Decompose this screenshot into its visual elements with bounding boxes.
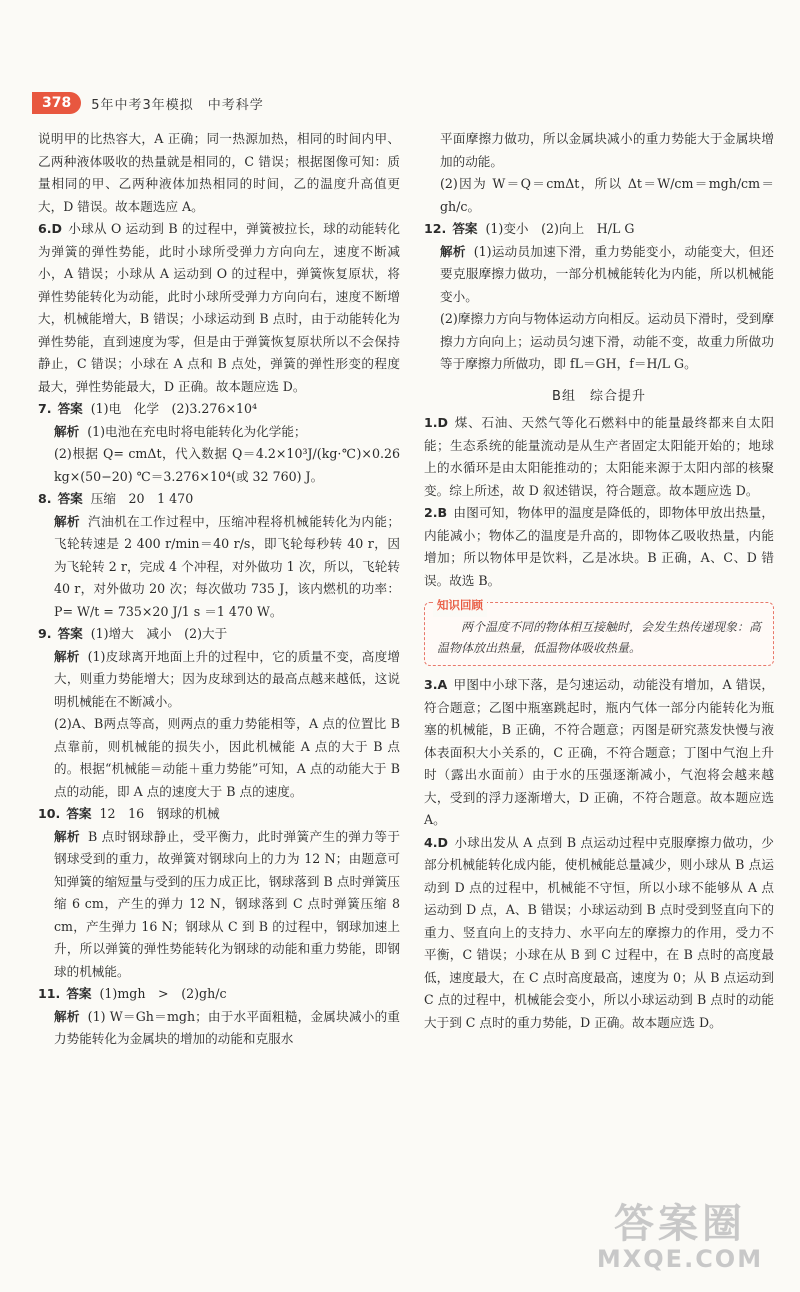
question-text: 由图可知，物体甲的温度是降低的，即物体甲放出热量，内能减小；物体乙的温度是升高的，即物体乙吸收热量，内能增加；所以物体甲是饮料，乙是冰块。B 正确，A、C、D 错误。故选 B。: [424, 505, 774, 588]
answer-label: 答案: [57, 401, 83, 416]
analysis-label: 解析: [54, 1008, 80, 1024]
group-b-question-1: [424, 412, 774, 502]
question-9-analysis-2: (2)A、B两点等高，则两点的重力势能相等，A 点的位置比 B 点靠前，则机械能的损失小，因此机械能 A 点的大于 B 点的。根据“机械能＝动能＋重力势能”可知，A 点的动能大于 B 点的动能，即 A 点的速度大于 B 点的速度。: [54, 716, 400, 799]
analysis-text: (1)皮球离开地面上升的过程中，它的质量不变，高度增大，则重力势能增大；因为皮球到达的最高点越来越低，这说明机械能在不断减小。: [54, 648, 401, 709]
question-number: 9.: [38, 626, 52, 641]
question-11-analysis-2: (2)因为 W＝Q＝cmΔt，所以 Δt＝W/cm＝mgh/cm＝gh/c。: [440, 176, 774, 214]
watermark: [590, 1202, 770, 1282]
question-number: 6.D: [38, 221, 63, 236]
knowledge-review-label: 知识回顾: [433, 594, 487, 617]
answer-label: 答案: [452, 221, 478, 236]
watermark-logo: 答案圈: [614, 1201, 746, 1247]
question-12-analysis: [424, 241, 774, 309]
answer-text: 12 16 钢球的机械: [99, 806, 220, 821]
question-12-answer: [424, 218, 774, 241]
question-number: 10.: [38, 806, 61, 821]
answer-label: 答案: [66, 806, 92, 821]
question-11-analysis: [38, 1006, 400, 1051]
question-10-answer: [38, 803, 400, 826]
question-10-analysis: [38, 826, 400, 984]
answer-text: (1)变小 (2)向上 H/L G: [485, 221, 635, 236]
question-9-answer: [38, 623, 400, 646]
analysis-label: 解析: [54, 423, 80, 439]
intro-paragraph: 说明甲的比热容大，A 正确；同一热源加热，相同的时间内甲、乙两种液体吸收的热量就是相同的，C 错误；根据图像可知：质量相同的甲、乙两种液体加热相同的时间，乙的温度升高值更大，D 错误。故本题选应 A。: [38, 131, 400, 214]
page-number: 378: [32, 92, 81, 114]
analysis-label: 解析: [54, 648, 80, 664]
analysis-text: (1) W＝Gh＝mgh；由于水平面粗糙，金属块减小的重力势能转化为金属块的增加的动能和克服水: [54, 1008, 401, 1046]
question-text: 甲图中小球下落，是匀速运动，动能没有增加，A 错误，符合题意；乙图中瓶塞跳起时，瓶内气体一部分内能转化为瓶塞的机械能，B 正确，不符合题意；丙图是研究蒸发快慢与液体表面积大小关系的，C 正确，不符合题意；丁图中气泡上升时（露出水面前）由于水的压强逐渐减小，气泡将会越来越大，受到的浮力逐渐增大，D 正确，不符合题意。故本题应选 A。: [424, 677, 774, 827]
knowledge-review-text: 两个温度不同的物体相互接触时，会发生热传递现象：高温物体放出热量，低温物体吸收热量。: [437, 620, 762, 655]
answer-label: 答案: [57, 491, 83, 506]
question-number: 12.: [424, 221, 447, 236]
question-number: 8.: [38, 491, 52, 506]
question-11-answer: [38, 983, 400, 1006]
group-b-question-3: [424, 674, 774, 832]
watermark-site: MXQE.COM: [596, 1245, 764, 1273]
knowledge-review-box: [424, 598, 774, 666]
question-11-analysis-cont: 平面摩擦力做功，所以金属块减小的重力势能大于金属块增加的动能。: [440, 131, 774, 169]
analysis-label: 解析: [54, 828, 80, 844]
analysis-text: (1)运动员加速下滑，重力势能变小，动能变大，但还要克服摩擦力做功，一部分机械能转化为内能，所以机械能变小。: [440, 243, 775, 304]
answer-text: (1)电 化学 (2)3.276×10⁴: [90, 401, 258, 416]
page-header: [32, 92, 264, 114]
question-number: 11.: [38, 986, 61, 1001]
question-text: 小球从 O 运动到 B 的过程中，弹簧被拉长，球的动能转化为弹簧的弹性势能，此时小球所受弹力方向向左，速度不断减小，A 错误；小球从 A 运动到 O 的过程中，弹簧恢复原状，将弹性势能转化为动能，此时小球所受弹力方向向右，速度不断增大，机械能增大，B 错误；小球运动到 B 点时，由于动能转化为弹性势能，直到速度为零，但是由于弹簧恢复原状所以不会保持静止，C 错误；小球在 A 点和 B 点处，弹簧的弹性形变的程度最大，弹性势能最大，D 正确。故本题应选 D。: [38, 221, 400, 394]
analysis-text: B 点时钢球静止，受平衡力，此时弹簧产生的弹力等于钢球受到的重力，故弹簧对钢球向上的力为 12 N；由题意可知弹簧的缩短量与受到的压力成正比，钢球落到 B 点时弹簧压缩 6 cm，产生的弹力 12 N，钢球落到 C 点时弹簧压缩 8 cm，产生弹力 16 N；钢球从 C 到 B 的过程中，钢球加速上升，所以弹簧的弹性势能转化为钢球的动能和重力势能，即钢球的机械能。: [54, 828, 400, 979]
question-text: 煤、石油、天然气等化石燃料中的能量最终都来自太阳能；生态系统的能量流动是从生产者固定太阳能开始的；地球上的水循环是由太阳能推动的；太阳能来源于太阳内部的核聚变。综上所述，故 D 叙述错误，符合题意。故本题应选 D。: [424, 415, 774, 498]
question-12-analysis-2: (2)摩擦力方向与物体运动方向相反。运动员下滑时，受到摩擦力方向向上；运动员匀速下滑，动能不变，故重力所做功等于摩擦力所做功，即 fL＝GH，f＝H/L G。: [440, 311, 774, 371]
question-number: 2.B: [424, 505, 448, 520]
question-7-answer: [38, 398, 400, 421]
question-7-analysis-2: (2)根据 Q= cmΔt，代入数据 Q＝4.2×10³J/(kg·℃)×0.26 kg×(50−20) ℃＝3.276×10⁴(或 32 760) J。: [54, 446, 400, 484]
question-number: 1.D: [424, 415, 449, 430]
question-number: 3.A: [424, 677, 448, 692]
answer-text: (1)增大 减小 (2)大于: [90, 626, 228, 641]
analysis-text: 汽油机在工作过程中，压缩冲程将机械能转化为内能；飞轮转速是 2 400 r/min＝40 r/s，即飞轮每秒转 40 r，因为飞轮转 2 r，完成 4 个冲程，对外做功 1 次，所以，飞轮转 40 r，对外做功 20 次；每次做功 735 J，该内燃机的功率：P= W/t = 735×20 J/1 s ＝1 470 W。: [54, 513, 401, 619]
question-8-answer: [38, 488, 400, 511]
group-b-question-2: [424, 502, 774, 592]
question-number: 7.: [38, 401, 52, 416]
answer-text: (1)mgh > (2)gh/c: [99, 986, 227, 1001]
question-number: 4.D: [424, 834, 449, 850]
question-6: [38, 218, 400, 398]
analysis-label: 解析: [440, 243, 466, 259]
answer-label: 答案: [57, 626, 83, 641]
left-column: [38, 128, 400, 1051]
question-7-analysis: [38, 421, 400, 444]
answer-label: 答案: [66, 986, 92, 1001]
section-title-group-b: B组 综合提升: [552, 388, 646, 404]
analysis-text: (1)电池在充电时将电能转化为化学能；: [87, 423, 307, 439]
question-9-analysis: [38, 646, 400, 714]
group-b-question-4: [424, 832, 774, 1035]
right-column: [424, 128, 774, 1034]
analysis-label: 解析: [54, 513, 81, 529]
answer-text: 压缩 20 1 470: [90, 491, 194, 506]
question-8-analysis: [38, 511, 400, 624]
book-title: 5年中考3年模拟 中考科学: [91, 97, 264, 113]
question-text: 小球出发从 A 点到 B 点运动过程中克服摩擦力做功，少部分机械能转化成内能，使机械能总量减少，则小球从 B 点运动到 D 点的过程中，机械能不守恒，所以小球不能够从 A 点运动到 D 点，A、B 错误；小球运动到 B 点时受到竖直向下的重力、竖直向上的支持力、水平向左的摩擦力的作用，受力不平衡，C 错误；小球在从 B 到 C 过程中，在 B 点时的高度最低，速度最大，在 C 点时高度最高，速度为 0；从 B 点运动到 C 点的过程中，机械能会变小，所以小球运动到 B 点时的动能大于到 C 点时的重力势能，D 正确。故本题应选 D。: [424, 834, 774, 1030]
